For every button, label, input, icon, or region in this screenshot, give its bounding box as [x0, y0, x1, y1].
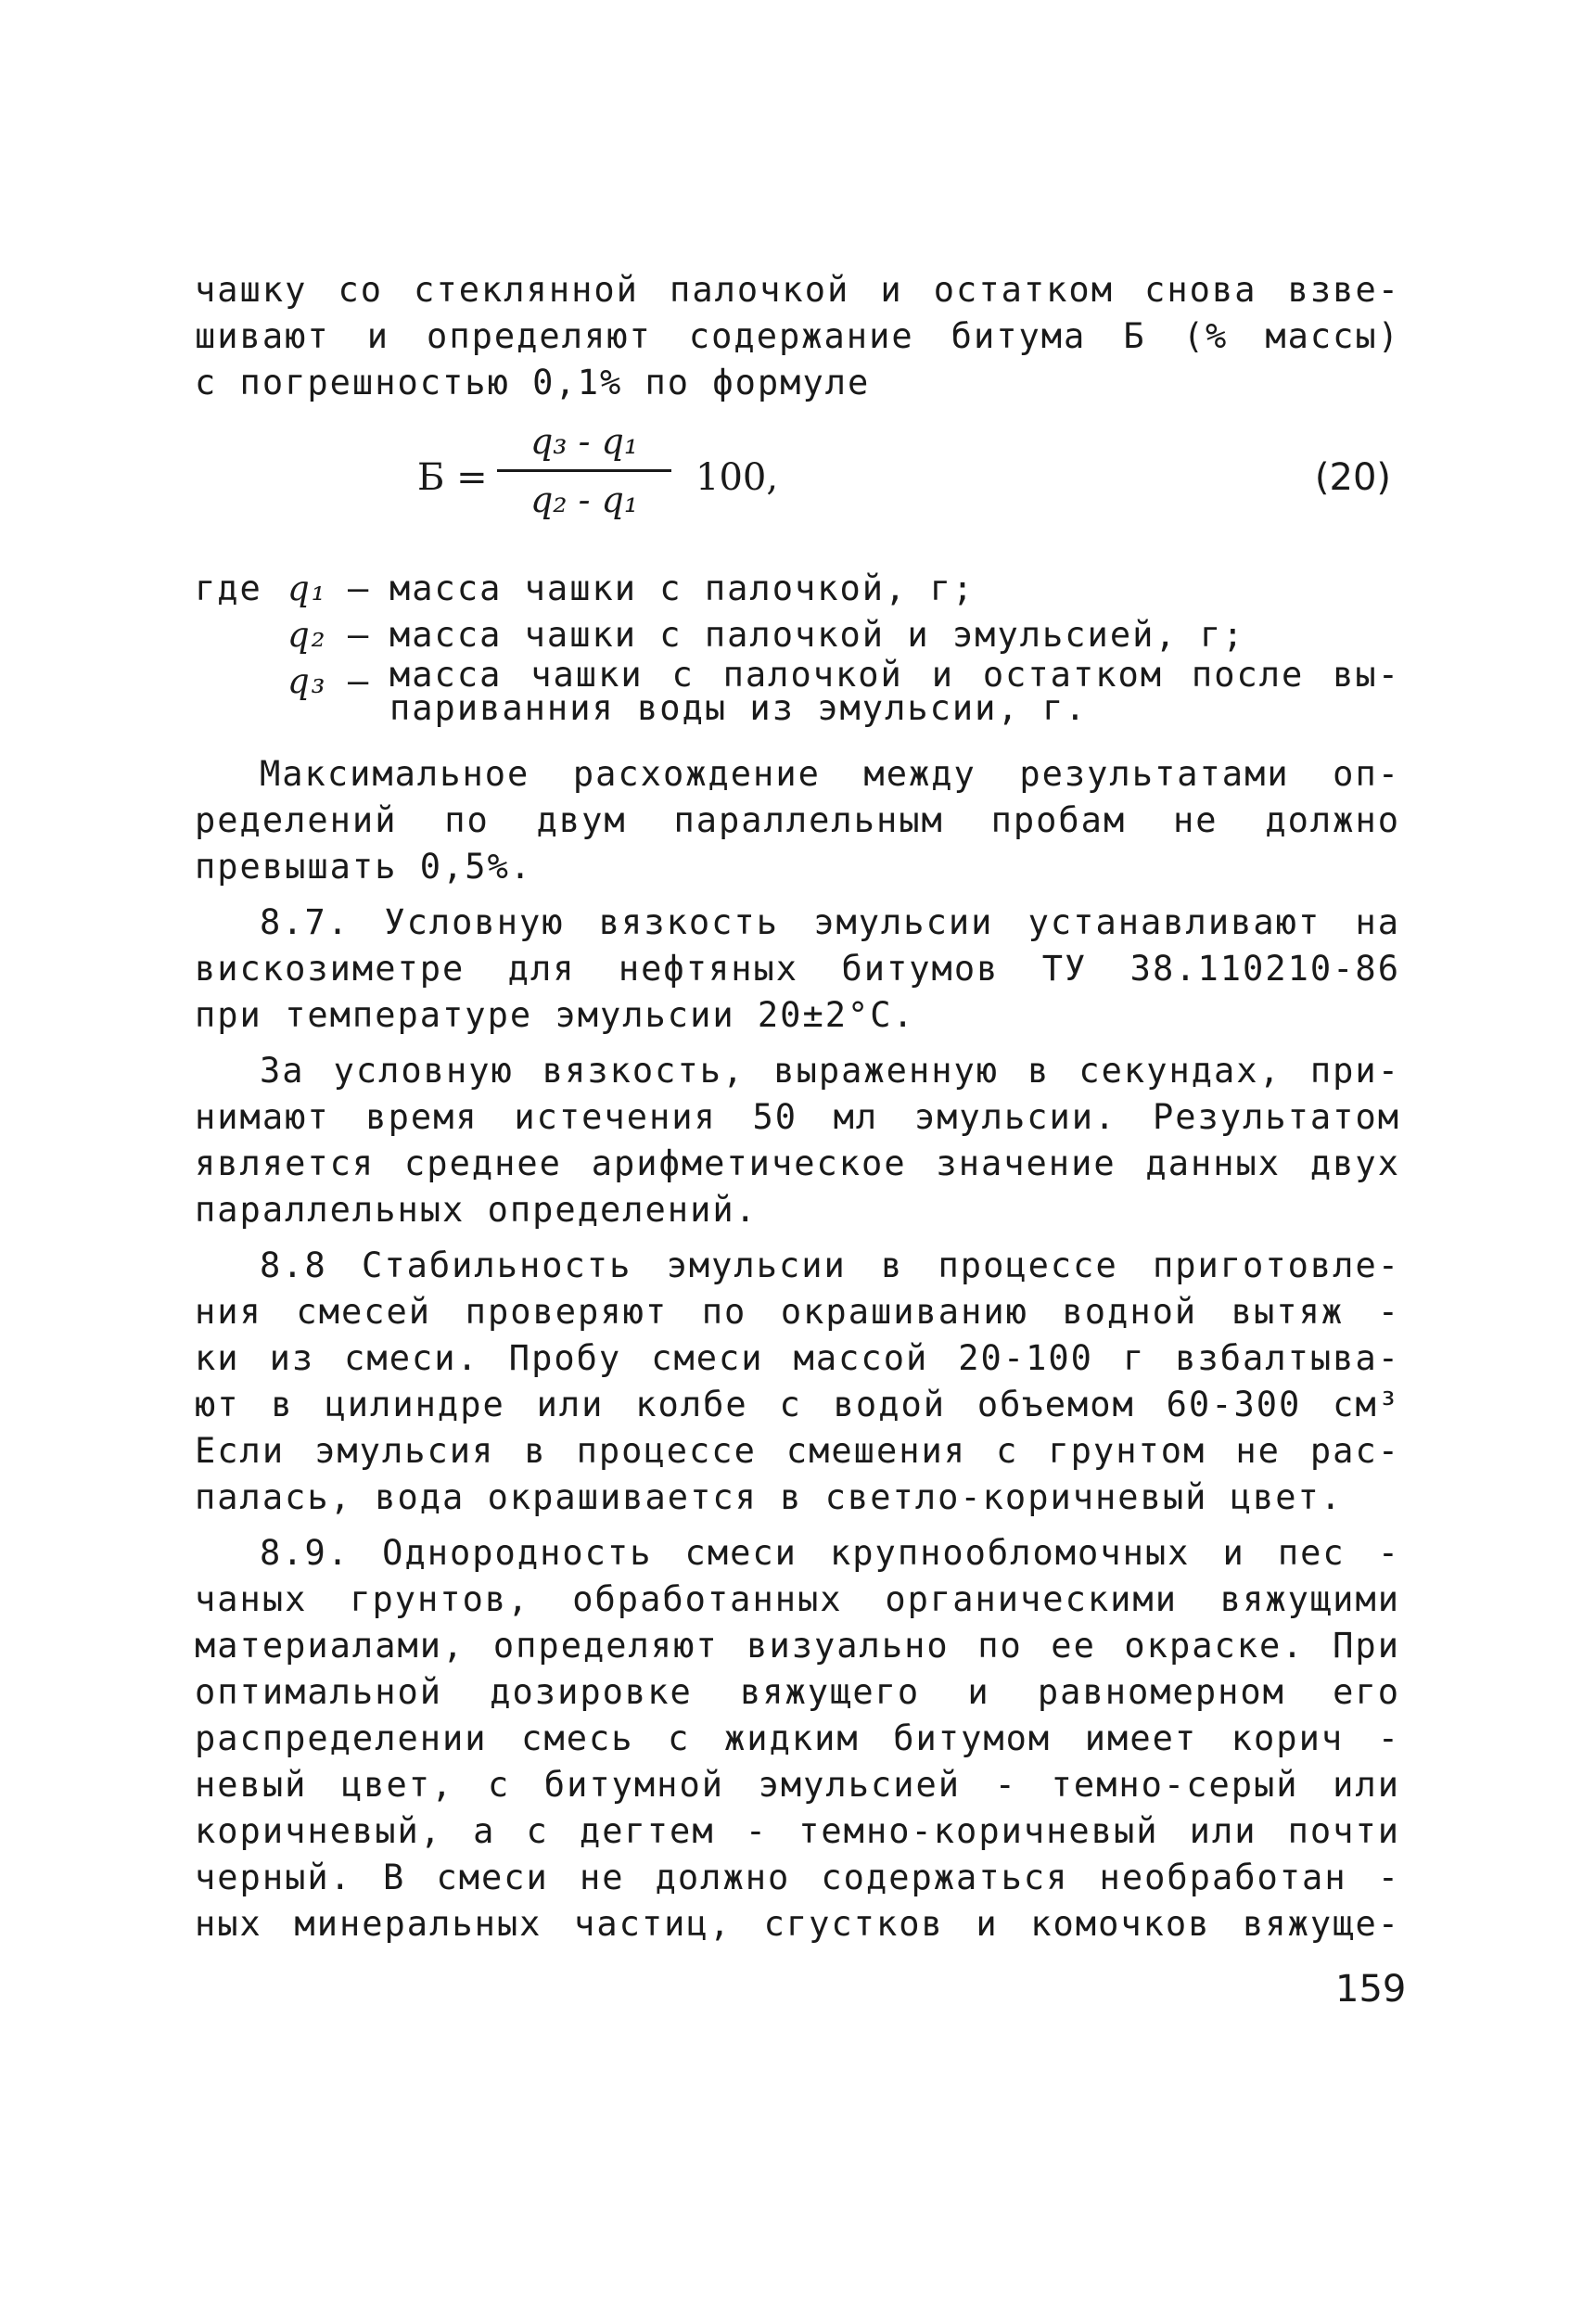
legend-symbol: q₃: [287, 661, 327, 701]
legend-symbol: q₁: [287, 568, 327, 608]
text-line: чаных грунтов, обработанных органическими вяжущими: [195, 1579, 1400, 1619]
text-line: оптимальной дозировке вяжущего и равномерном его: [195, 1672, 1400, 1712]
text-line: с погрешностью 0,1% по формуле: [195, 363, 871, 402]
legend-dash: –: [348, 615, 371, 655]
text-line: ределений по двум параллельным пробам не должно: [195, 800, 1400, 840]
formula-numerator: q₃ - q₁: [530, 421, 639, 462]
text-line: ки из смеси. Пробу смеси массой 20-100 г взбалтыва-: [195, 1338, 1400, 1378]
intro-paragraph: [195, 267, 1400, 406]
page-body: [195, 267, 1400, 1957]
text-line: при температуре эмульсии 20±2°С.: [195, 995, 915, 1035]
text-line: распределении смесь с жидким битумом имеет корич -: [195, 1718, 1400, 1758]
legend-item: [195, 612, 1400, 658]
text-line: невый цвет, с битумной эмульсией - темно-серый или: [195, 1765, 1400, 1805]
paragraph-8-8: [195, 1243, 1400, 1521]
legend-description: масса чашки с палочкой и остатком после вы-париванния воды из эмульсии, г.: [389, 655, 1400, 728]
formula-legend: [195, 566, 1400, 736]
legend-symbol: q₂: [287, 615, 327, 655]
text-line: коричневый, а с дегтем - темно-коричневый или почти: [195, 1811, 1400, 1851]
text-line: палась, вода окрашивается в светло-коричневый цвет.: [195, 1477, 1344, 1517]
text-line: 8.9. Однородность смеси крупнообломочных и пес -: [260, 1533, 1400, 1573]
text-line: ния смесей проверяют по окрашиванию водной вытяж -: [195, 1292, 1400, 1332]
text-line: За условную вязкость, выраженную в секундах, при-: [260, 1051, 1400, 1091]
paragraph-8-9: [195, 1530, 1400, 1947]
text-line: шивают и определяют содержание битума Б (% массы): [195, 316, 1400, 356]
text-line: превышать 0,5%.: [195, 847, 533, 887]
paragraph-max-deviation: [195, 751, 1400, 890]
formula-fraction: [491, 417, 677, 524]
formula-20: [195, 417, 1400, 556]
formula-multiplier: 100,: [695, 456, 779, 499]
text-line: ют в цилиндре или колбе с водой объемом 60-300 см³: [195, 1385, 1400, 1424]
paragraph-8-7: [195, 900, 1400, 1039]
legend-description: масса чашки с палочкой, г;: [389, 568, 976, 608]
formula-number: (20): [1314, 456, 1391, 499]
text-line: чашку со стеклянной палочкой и остатком снова взве-: [195, 270, 1400, 310]
text-line: материалами, определяют визуально по ее окраске. При: [195, 1626, 1400, 1666]
legend-where: где: [195, 568, 262, 608]
text-line: ных минеральных частиц, сгустков и комочков вяжуще-: [195, 1904, 1400, 1944]
text-line: является среднее арифметическое значение данных двух: [195, 1143, 1400, 1183]
formula-lhs: Б =: [417, 456, 488, 499]
text-line: 8.7. Условную вязкость эмульсии устанавливают на: [260, 902, 1400, 942]
text-line: черный. В смеси не должно содержаться необработан -: [195, 1858, 1400, 1897]
text-line: параллельных определений.: [195, 1190, 758, 1230]
text-line: Максимальное расхождение между результатами оп-: [260, 754, 1400, 794]
legend-dash: –: [348, 568, 371, 608]
fraction-bar: [497, 469, 671, 472]
page-number: 159: [1335, 1968, 1407, 2011]
text-line: нимают время истечения 50 мл эмульсии. Результатом: [195, 1097, 1400, 1137]
legend-item: [195, 655, 1400, 736]
formula-denominator: q₂ - q₁: [530, 479, 639, 520]
legend-dash: –: [348, 661, 371, 701]
text-line: Если эмульсия в процессе смешения с грунтом не рас-: [195, 1431, 1400, 1471]
text-line: 8.8 Стабильность эмульсии в процессе приготовле-: [260, 1245, 1400, 1285]
paragraph-viscosity: [195, 1048, 1400, 1233]
text-line: вискозиметре для нефтяных битумов ТУ 38.110210-86: [195, 949, 1400, 989]
legend-item: [195, 566, 1400, 612]
legend-description: масса чашки с палочкой и эмульсией, г;: [389, 615, 1245, 655]
